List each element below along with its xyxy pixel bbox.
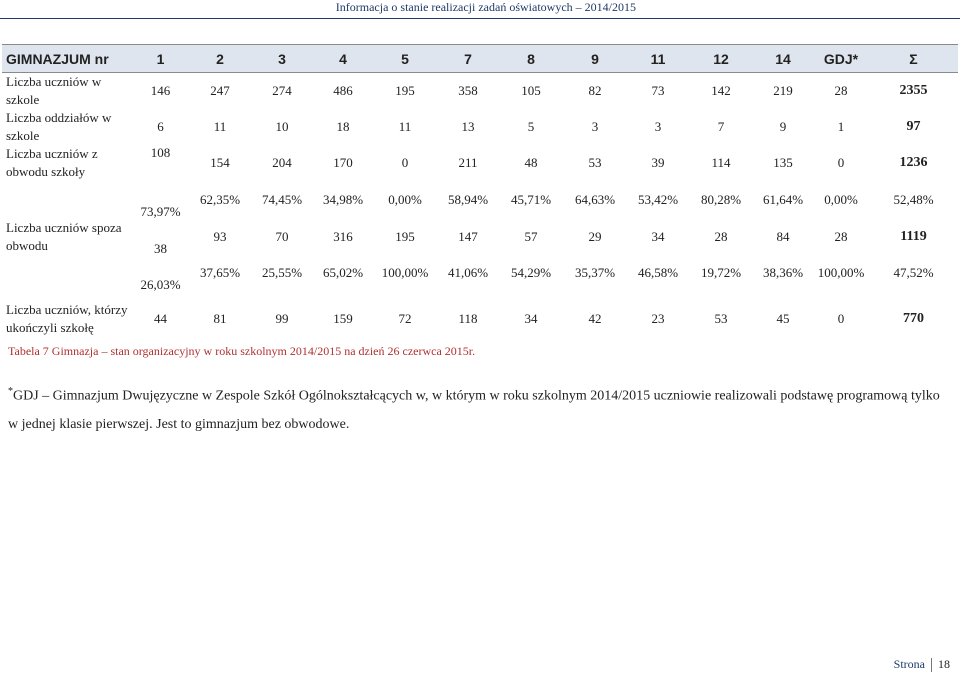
cell: 100,00%	[381, 265, 429, 280]
running-head: Informacja o stanie realizacji zadań oświatowych – 2014/2015	[335, 0, 636, 14]
statistics-table	[2, 44, 958, 347]
cell: 211	[458, 155, 478, 170]
cell: 170	[333, 155, 353, 170]
cell-value: 38	[154, 241, 167, 256]
page-number: 18	[938, 657, 950, 671]
cell: 0	[837, 311, 845, 326]
header-cell: 12	[689, 45, 753, 73]
row-label: Liczba uczniów spoza obwodu	[6, 220, 122, 253]
row-label	[2, 255, 132, 291]
cell: 34	[524, 311, 538, 326]
table-row	[2, 181, 958, 219]
cell: 47,52%	[893, 265, 934, 280]
cell: 64,63%	[574, 192, 616, 207]
footer-divider	[931, 658, 932, 672]
cell: 53,42%	[637, 192, 679, 207]
cell: 53	[714, 311, 728, 326]
cell: 72	[398, 311, 412, 326]
cell: 80,28%	[700, 192, 742, 207]
header-cell: 2	[189, 45, 251, 73]
cell: 28	[714, 229, 728, 244]
cell: 42	[588, 311, 602, 326]
cell: 62,35%	[199, 192, 241, 207]
cell: 45	[776, 311, 790, 326]
cell: 18	[336, 119, 350, 134]
sum-cell: 1236	[899, 155, 928, 170]
header-cell: 3	[251, 45, 313, 73]
row-label: Liczba uczniów, którzy ukończyli szkołę	[6, 302, 128, 335]
sum-cell: 97	[906, 119, 921, 134]
cell: 74,45%	[261, 192, 303, 207]
header-cell: GDJ*	[813, 45, 869, 73]
cell: 358	[458, 83, 478, 98]
cell: 316	[333, 229, 353, 244]
sum-cell: 770	[903, 311, 924, 326]
page-footer	[894, 657, 950, 672]
table-row	[2, 145, 958, 181]
cell: 114	[711, 155, 731, 170]
cell: 46,58%	[637, 265, 679, 280]
cell: 0	[401, 155, 409, 170]
cell: 247	[210, 83, 230, 98]
header-rule	[0, 18, 960, 19]
table-row	[2, 219, 958, 255]
sum-cell: 1119	[900, 229, 927, 244]
cell	[132, 255, 189, 291]
header-cell: GIMNAZJUM nr	[2, 45, 132, 73]
cell: 146	[150, 83, 171, 98]
cell: 13	[461, 119, 475, 134]
cell: 34	[651, 229, 665, 244]
cell: 23	[651, 311, 665, 326]
cell: 195	[395, 229, 415, 244]
page-label: Strona	[893, 657, 925, 671]
cell: 0,00%	[388, 192, 422, 207]
header-cell: 7	[437, 45, 499, 73]
table-header-row	[2, 45, 958, 73]
cell: 37,65%	[199, 265, 241, 280]
header-cell: 11	[627, 45, 689, 73]
table-caption: Tabela 7 Gimnazja – stan organizacyjny w roku szkolnym 2014/2015 na dzień 26 czerwca 2015r.	[8, 344, 476, 358]
table-row	[2, 291, 958, 347]
sum-cell: 2355	[899, 83, 928, 98]
cell: 159	[333, 311, 353, 326]
cell: 147	[458, 229, 478, 244]
cell: 38,36%	[762, 265, 804, 280]
cell: 93	[213, 229, 227, 244]
cell: 0	[837, 155, 845, 170]
header-cell: Σ	[869, 45, 958, 73]
cell: 73	[651, 83, 665, 98]
cell: 19,72%	[700, 265, 742, 280]
header-cell: 14	[753, 45, 813, 73]
cell: 48	[524, 155, 538, 170]
cell: 61,64%	[762, 192, 804, 207]
cell: 11	[398, 119, 412, 134]
footnote-mark: *	[8, 386, 13, 397]
cell-value: 108	[150, 145, 171, 160]
cell: 5	[527, 119, 535, 134]
row-label	[2, 181, 132, 219]
cell: 219	[773, 83, 793, 98]
cell: 25,55%	[261, 265, 303, 280]
cell: 29	[588, 229, 602, 244]
row-label: Liczba oddziałów w szkole	[6, 110, 112, 143]
cell: 3	[654, 119, 662, 134]
cell: 44	[154, 311, 167, 326]
cell: 57	[524, 229, 538, 244]
cell: 6	[157, 119, 164, 134]
cell: 81	[213, 311, 227, 326]
cell: 70	[275, 229, 289, 244]
row-label: Liczba uczniów z obwodu szkoły	[6, 146, 98, 179]
cell: 84	[776, 229, 790, 244]
row-label: Liczba uczniów w szkole	[6, 74, 102, 107]
cell: 54,29%	[510, 265, 552, 280]
table-row	[2, 255, 958, 291]
cell: 204	[272, 155, 292, 170]
cell: 100,00%	[817, 265, 865, 280]
table-row	[2, 73, 958, 110]
header-cell: 1	[132, 45, 189, 73]
header-cell: 9	[563, 45, 627, 73]
cell: 0,00%	[824, 192, 858, 207]
cell	[132, 181, 189, 219]
cell: 486	[333, 83, 353, 98]
cell: 53	[588, 155, 602, 170]
footnote	[8, 378, 948, 439]
cell	[132, 219, 189, 255]
cell: 35,37%	[574, 265, 616, 280]
cell: 154	[210, 155, 230, 170]
cell: 52,48%	[893, 192, 934, 207]
cell: 118	[458, 311, 478, 326]
cell: 10	[275, 119, 289, 134]
cell: 58,94%	[447, 192, 489, 207]
cell: 3	[591, 119, 599, 134]
cell: 274	[272, 83, 292, 98]
cell-value: 26,03%	[140, 277, 181, 292]
cell-value: 73,97%	[140, 204, 181, 219]
header-cell: 5	[373, 45, 437, 73]
cell: 65,02%	[322, 265, 364, 280]
cell: 34,98%	[322, 192, 364, 207]
cell	[132, 145, 189, 181]
cell: 1	[837, 119, 845, 134]
cell: 11	[213, 119, 227, 134]
cell: 82	[588, 83, 602, 98]
cell: 28	[834, 83, 848, 98]
cell: 28	[834, 229, 848, 244]
cell: 9	[779, 119, 787, 134]
cell: 142	[711, 83, 731, 98]
cell: 195	[395, 83, 415, 98]
cell: 41,06%	[447, 265, 489, 280]
cell: 99	[275, 311, 289, 326]
cell: 45,71%	[510, 192, 552, 207]
cell: 39	[651, 155, 665, 170]
cell: 7	[717, 119, 725, 134]
cell: 105	[521, 83, 541, 98]
table-row	[2, 109, 958, 145]
footnote-text: GDJ – Gimnazjum Dwujęzyczne w Zespole Szkół Ogólnokształcących w, w którym w roku szkolnym 2014/2015 uczniowie realizowali podstawę programową tylko w jednej klasie pierwszej. Jest to gimnazjum bez obwodowe.	[8, 388, 940, 432]
header-cell: 4	[313, 45, 373, 73]
header-cell: 8	[499, 45, 563, 73]
cell: 135	[773, 155, 793, 170]
